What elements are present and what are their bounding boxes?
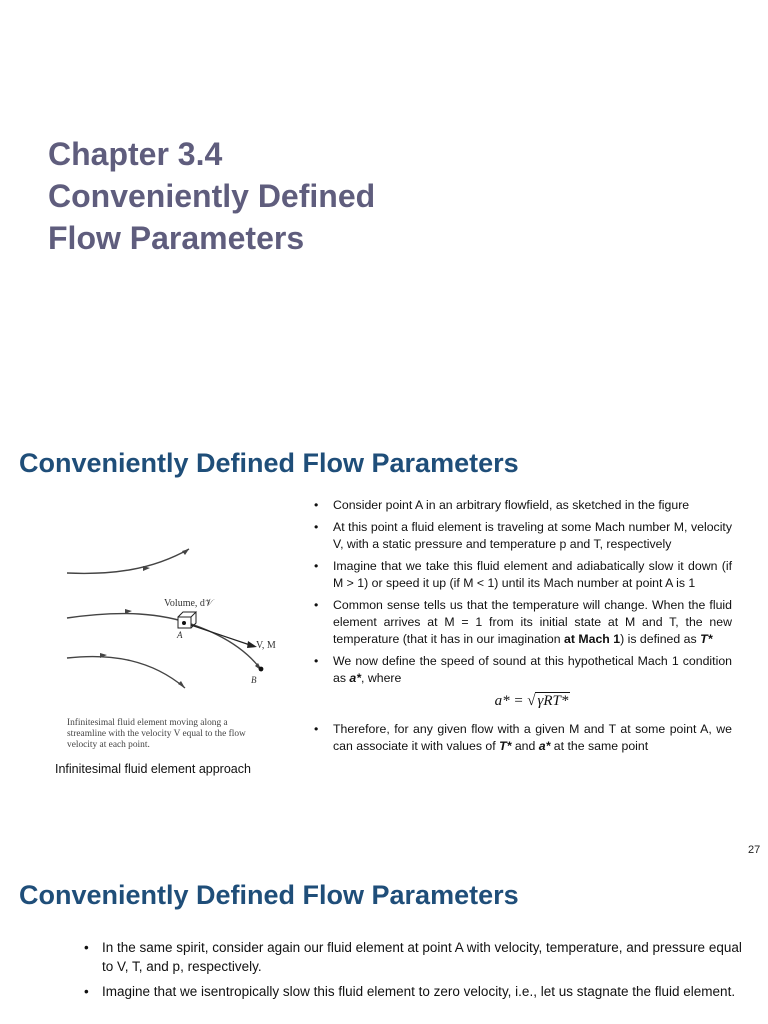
list-item: • Therefore, for any given flow with a given M and T at some point A, we can associate it with values of T* and a* at the same point	[333, 721, 732, 755]
symbol-a-star: a*	[349, 671, 362, 685]
list-item: • Imagine that we take this fluid element and adiabatically slow it down (if M > 1) or speed it up (if M < 1) until its Mach number at point A is 1	[333, 558, 732, 592]
streamline-middle	[67, 614, 262, 671]
list-item: • Imagine that we isentropically slow this fluid element to zero velocity, i.e., let us stagnate the fluid element.	[102, 982, 742, 1001]
page-number: 27	[748, 844, 761, 856]
slide1-bullet-list	[333, 497, 732, 760]
figure-caption: Infinitesimal fluid element approach	[55, 762, 251, 776]
arrowhead	[178, 681, 185, 688]
speed-of-sound-formula: a* = √ γRT*	[494, 693, 569, 709]
chapter-title-line-2: Flow Parameters	[48, 220, 305, 256]
point-b-marker	[259, 667, 264, 672]
streamline-figure	[52, 535, 292, 770]
emphasis-text: at Mach 1	[564, 632, 621, 646]
streamline-top	[67, 549, 189, 573]
list-item: • Consider point A in an arbitrary flowfield, as sketched in the figure	[333, 497, 732, 514]
volume-label: Volume, d𝒱	[164, 598, 214, 609]
list-item: • At this point a fluid element is traveling at some Mach number M, velocity V, with a static pressure and temperature p and T, respectively	[333, 519, 732, 553]
point-b-label: B	[251, 675, 257, 685]
velocity-vector	[185, 623, 250, 645]
point-a-label: A	[177, 630, 183, 640]
chapter-title-line-1: Conveniently Defined	[48, 178, 376, 214]
velocity-mach-label: V, M	[256, 640, 276, 651]
list-item: • In the same spirit, consider again our fluid element at point A with velocity, temperature, and pressure equal to V, T, and p, respectively.	[102, 938, 742, 976]
slide2-bullet-list	[102, 938, 742, 1007]
slide-title: Conveniently Defined Flow Parameters	[19, 880, 519, 910]
figure-caption-text: Infinitesimal fluid element moving along a streamline with the velocity V equal to the flow velocity at each point.	[67, 718, 246, 750]
slide-title: Conveniently Defined Flow Parameters	[19, 448, 519, 478]
streamline-bottom	[67, 657, 185, 688]
list-item: • Common sense tells us that the temperature will change. When the fluid element arrives at M = 1 from its initial state at M and T, the new temperature (that it has in our imagination at Mach 1) is defined as T*	[333, 597, 732, 648]
chapter-number: Chapter 3.4	[48, 136, 223, 172]
list-item: • We now define the speed of sound at this hypothetical Mach 1 condition as a*, where a* = √ γRT*	[333, 653, 732, 715]
symbol-t-star: T*	[700, 632, 713, 646]
point-a-marker	[182, 621, 186, 625]
arrowhead	[182, 549, 189, 555]
chapter-heading	[48, 133, 375, 259]
